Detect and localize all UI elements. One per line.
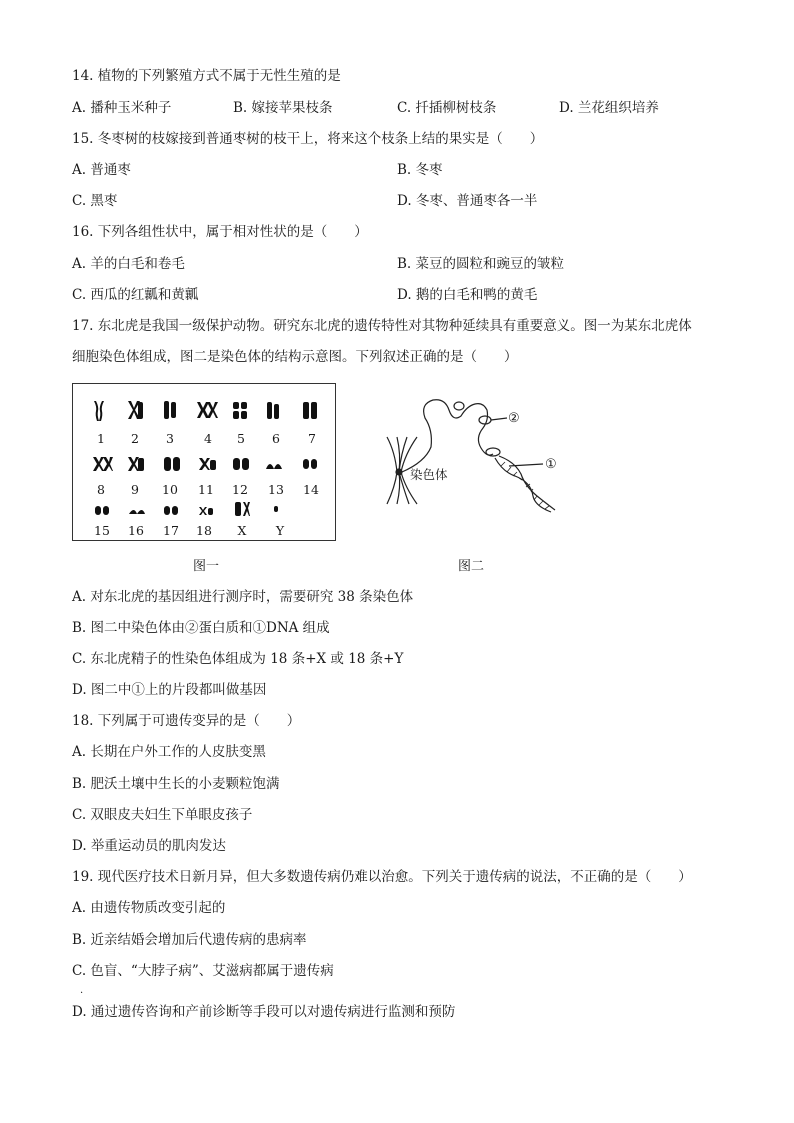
figure-1-caption: 图一 (193, 559, 220, 574)
q17-option-b[interactable]: B. 图二中染色体由②蛋白质和①DNA 组成 (72, 620, 330, 636)
karyotype-label-12: 12 (232, 482, 248, 497)
chromosome-3 (164, 401, 176, 419)
q15-option-d[interactable]: D. 冬枣、普通枣各一半 (397, 193, 538, 209)
q19-option-c[interactable]: C. 色盲、“大脖子病”、艾滋病都属于遗传病 (72, 963, 334, 979)
karyotype-label-13: 13 (268, 482, 284, 497)
chromosome-11 (199, 458, 216, 470)
q16-option-a[interactable]: A. 羊的白毛和卷毛 (72, 256, 185, 272)
question-18-stem: 18. 下列属于可遗传变异的是（ ） (72, 713, 301, 729)
figure-2-caption: 图二 (458, 559, 485, 574)
chromosome-row-1 (94, 401, 317, 421)
karyotype-label-8: 8 (97, 482, 105, 497)
q18-option-d[interactable]: D. 举重运动员的肌肉发达 (72, 838, 226, 854)
figure-1-karyotype (72, 383, 336, 541)
protein-bead-3 (486, 448, 500, 456)
chromosome-x (235, 502, 250, 516)
karyotype-label-x: X (237, 523, 247, 538)
karyotype-label-2: 2 (131, 431, 139, 446)
chromosome-y (274, 506, 278, 512)
chromosome-9 (128, 457, 144, 471)
chromosome-14 (303, 459, 317, 469)
karyotype-label-1: 1 (97, 431, 105, 446)
figure-2-label-2: ② (508, 411, 520, 426)
karyotype-label-6: 6 (272, 431, 280, 446)
chromosome-12 (233, 458, 249, 470)
karyotype-label-3: 3 (166, 431, 174, 446)
q18-option-a[interactable]: A. 长期在户外工作的人皮肤变黑 (72, 744, 266, 760)
karyotype-label-5: 5 (237, 431, 245, 446)
chromosome-18 (199, 507, 213, 515)
karyotype-label-10: 10 (162, 482, 178, 497)
karyotype-label-9: 9 (131, 482, 139, 497)
question-14-stem: 14. 植物的下列繁殖方式不属于无性生殖的是 (72, 68, 341, 84)
figure-2-label-chromosome: 染色体 (410, 467, 448, 482)
figure-2-label-1: ① (545, 457, 557, 472)
q15-option-b[interactable]: B. 冬枣 (397, 162, 443, 178)
protein-bead (454, 402, 464, 410)
karyotype-chromosomes (73, 384, 335, 540)
chromosome-5 (233, 402, 247, 419)
chromatin-thread (402, 400, 493, 472)
karyotype-label-14: 14 (303, 482, 319, 497)
q19-option-b[interactable]: B. 近亲结婚会增加后代遗传病的患病率 (72, 932, 307, 948)
chromosome-17 (164, 506, 178, 515)
q14-option-c[interactable]: C. 扦插柳树枝条 (397, 100, 497, 116)
q15-option-c[interactable]: C. 黑枣 (72, 193, 118, 209)
stray-dot-mark: . (80, 985, 84, 996)
karyotype-label-16: 16 (128, 523, 144, 538)
chromosome-1 (94, 401, 104, 421)
q19-option-d[interactable]: D. 通过遗传咨询和产前诊断等手段可以对遗传病进行监测和预防 (72, 1004, 456, 1020)
chromosome-8 (93, 457, 113, 471)
q17-option-c[interactable]: C. 东北虎精子的性染色体组成为 18 条+X 或 18 条+Y (72, 651, 404, 667)
chromosome-arm-left (387, 437, 397, 504)
karyotype-label-y: Y (275, 523, 285, 538)
q18-option-c[interactable]: C. 双眼皮夫妇生下单眼皮孩子 (72, 807, 253, 823)
protein-bead-2 (479, 416, 491, 424)
leader-line-2 (491, 418, 507, 420)
q15-option-a[interactable]: A. 普通枣 (72, 162, 131, 178)
q14-option-b[interactable]: B. 嫁接苹果枝条 (233, 100, 333, 116)
question-17-stem-line2: 细胞染色体组成，图二是染色体的结构示意图。下列叙述正确的是（ ） (72, 349, 518, 365)
chromosome-7 (303, 402, 317, 419)
q17-option-a[interactable]: A. 对东北虎的基因组进行测序时，需要研究 38 条染色体 (72, 589, 414, 605)
question-17-stem-line1: 17. 东北虎是我国一级保护动物。研究东北虎的遗传特性对其物种延续具有重要意义。图一为某东北虎体 (72, 318, 692, 334)
q17-option-d[interactable]: D. 图二中①上的片段都叫做基因 (72, 682, 267, 698)
karyotype-label-4: 4 (204, 431, 212, 446)
chromosome-4 (197, 402, 218, 418)
q18-option-b[interactable]: B. 肥沃土壤中生长的小麦颗粒饱满 (72, 776, 280, 792)
karyotype-label-7: 7 (308, 431, 316, 446)
q16-option-d[interactable]: D. 鹅的白毛和鸭的黄毛 (397, 287, 538, 303)
karyotype-label-18: 18 (196, 523, 212, 538)
chromosome-10 (164, 457, 180, 471)
question-19-stem: 19. 现代医疗技术日新月异，但大多数遗传病仍难以治愈。下列关于遗传病的说法，不正确的是（ ） (72, 869, 692, 885)
q16-option-b[interactable]: B. 菜豆的圆粒和豌豆的皱粒 (397, 256, 565, 272)
q16-option-c[interactable]: C. 西瓜的红瓤和黄瓤 (72, 287, 199, 303)
q19-option-a[interactable]: A. 由遗传物质改变引起的 (72, 900, 226, 916)
chromosome-15 (95, 506, 109, 515)
chromosome-13 (266, 464, 282, 469)
q14-option-a[interactable]: A. 播种玉米种子 (72, 100, 172, 116)
q14-option-d[interactable]: D. 兰花组织培养 (559, 100, 659, 116)
karyotype-label-11: 11 (198, 482, 214, 497)
chromosome-16 (129, 510, 145, 514)
dna-strand-b (495, 458, 551, 512)
question-15-stem: 15. 冬枣树的枝嫁接到普通枣树的枝干上，将来这个枝条上结的果实是（ ） (72, 131, 544, 147)
karyotype-label-17: 17 (163, 523, 179, 538)
chromosome-2 (128, 401, 143, 419)
karyotype-label-15: 15 (94, 523, 110, 538)
question-16-stem: 16. 下列各组性状中，属于相对性状的是（ ） (72, 224, 368, 240)
chromosome-row-2 (93, 457, 317, 471)
chromosome-row-3 (95, 502, 278, 516)
chromosome-6 (267, 402, 279, 419)
